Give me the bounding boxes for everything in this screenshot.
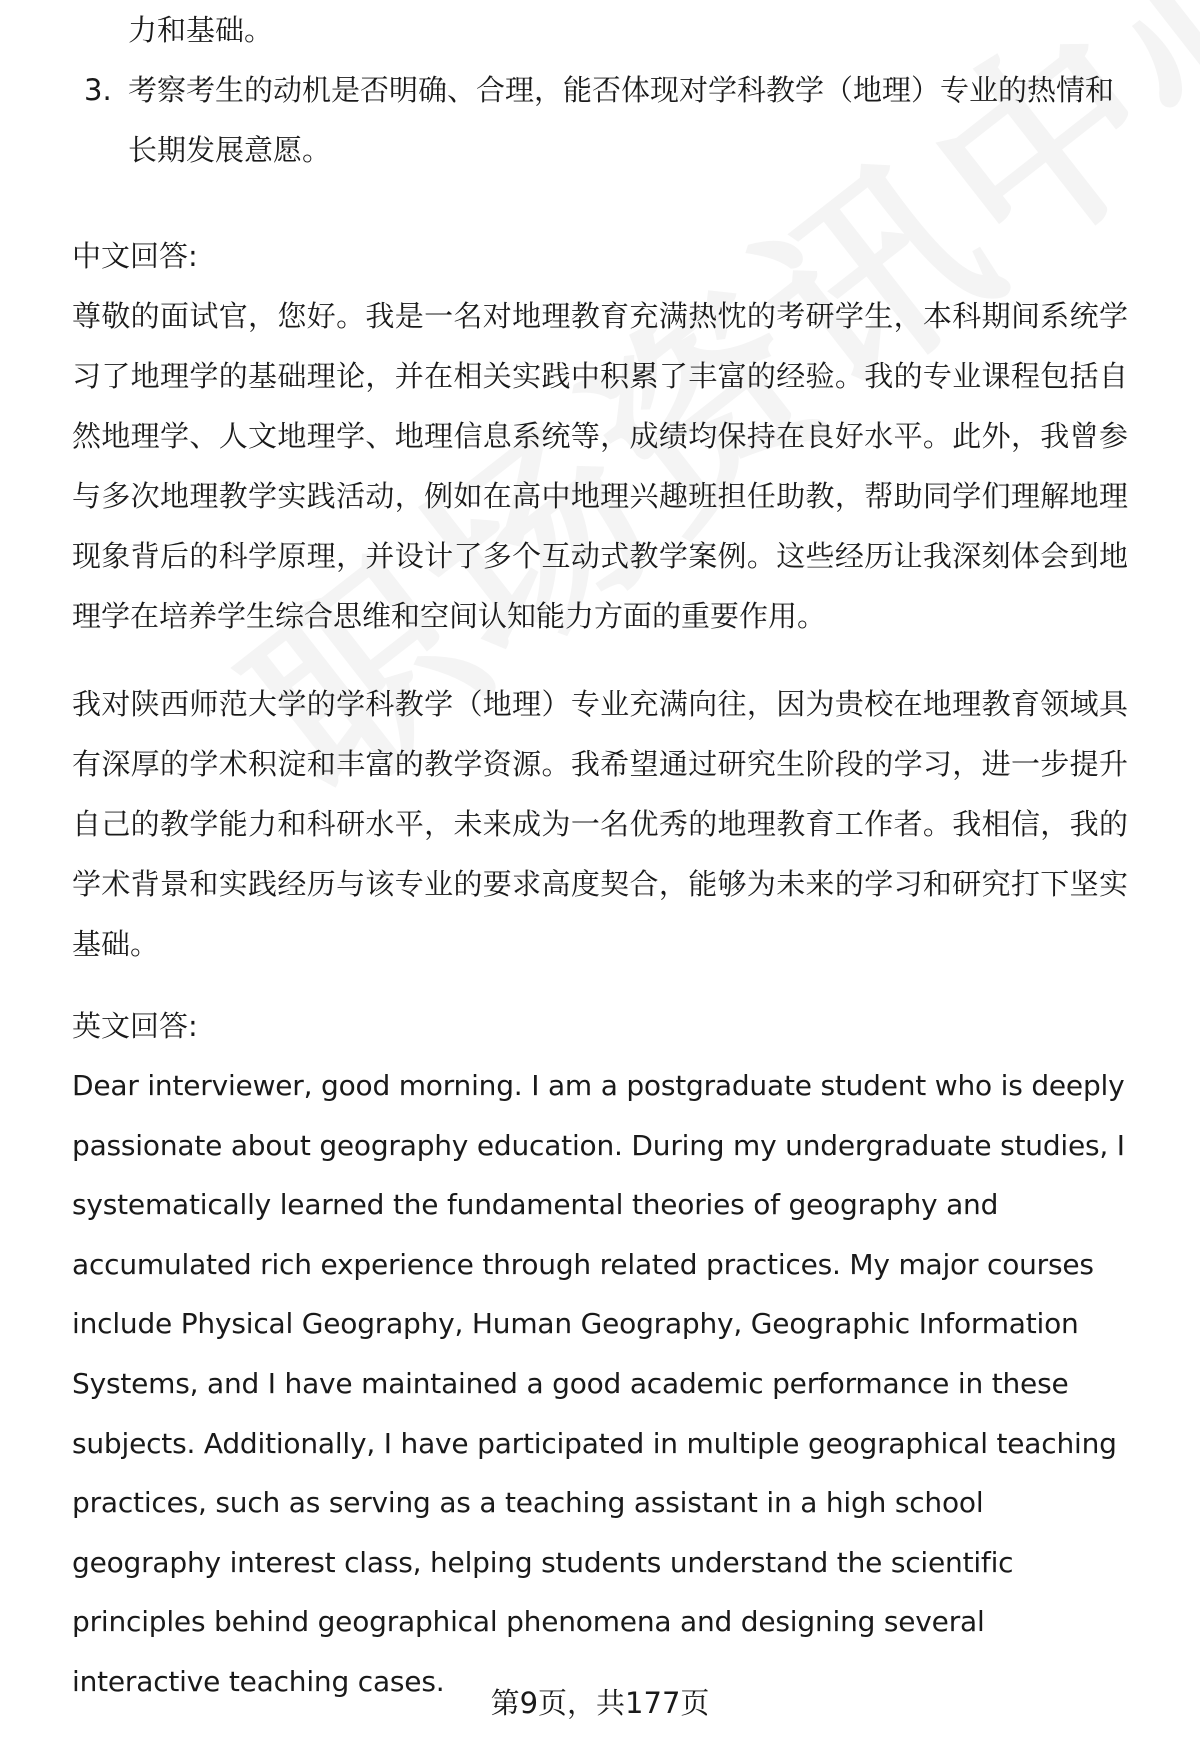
list-item-2-text: 力和基础。 [128,13,274,47]
english-answer-label: 英文回答: [72,1009,198,1043]
criteria-list [72,0,1128,180]
list-item-3-text: 考察考生的动机是否明确、合理，能否体现对学科教学（地理）专业的热情和长期发展意愿。 [128,73,1115,167]
english-answer-section [72,996,1128,1712]
page-number-footer: 第9页，共177页 [490,1686,710,1720]
chinese-answer-section [72,180,1128,974]
chinese-answer-paragraph-2: 我对陕西师范大学的学科教学（地理）专业充满向往，因为贵校在地理教育领域具有深厚的学术积淀和丰富的教学资源。我希望通过研究生阶段的学习，进一步提升自己的教学能力和科研水平，未来成为一名优秀的地理教育工作者。我相信，我的学术背景和实践经历与该专业的要求高度契合，能够为未来的学习和研究打下坚实基础。 [72,687,1128,961]
list-item-2-continuation [72,0,1128,60]
english-answer-paragraph-1: Dear interviewer, good morning. I am a postgraduate student who is deeply passionate about geography education. During my undergraduate studies, I systematically learned the fundamental theories of geography and accumulated rich experience through related practices. My major courses include Physical Geography, Human Geography, Geographic Information Systems, and I have maintained a good academic performance in these subjects. Additionally, I have participated in multiple geographical teaching practices, such as serving as a teaching assistant in a high school geography interest class, helping students understand the scientific principles behind geographical phenomena and designing several interactive teaching cases. [72,1069,1125,1698]
list-item-3 [72,60,1128,180]
chinese-answer-label: 中文回答: [72,239,198,273]
chinese-answer-paragraph-1: 尊敬的面试官，您好。我是一名对地理教育充满热忱的考研学生，本科期间系统学习了地理学的基础理论，并在相关实践中积累了丰富的经验。我的专业课程包括自然地理学、人文地理学、地理信息系统等，成绩均保持在良好水平。此外，我曾参与多次地理教学实践活动，例如在高中地理兴趣班担任助教，帮助同学们理解地理现象背后的科学原理，并设计了多个互动式教学案例。这些经历让我深刻体会到地理学在培养学生综合思维和空间认知能力方面的重要作用。 [72,299,1128,633]
list-item-3-number: 3. [84,73,112,107]
